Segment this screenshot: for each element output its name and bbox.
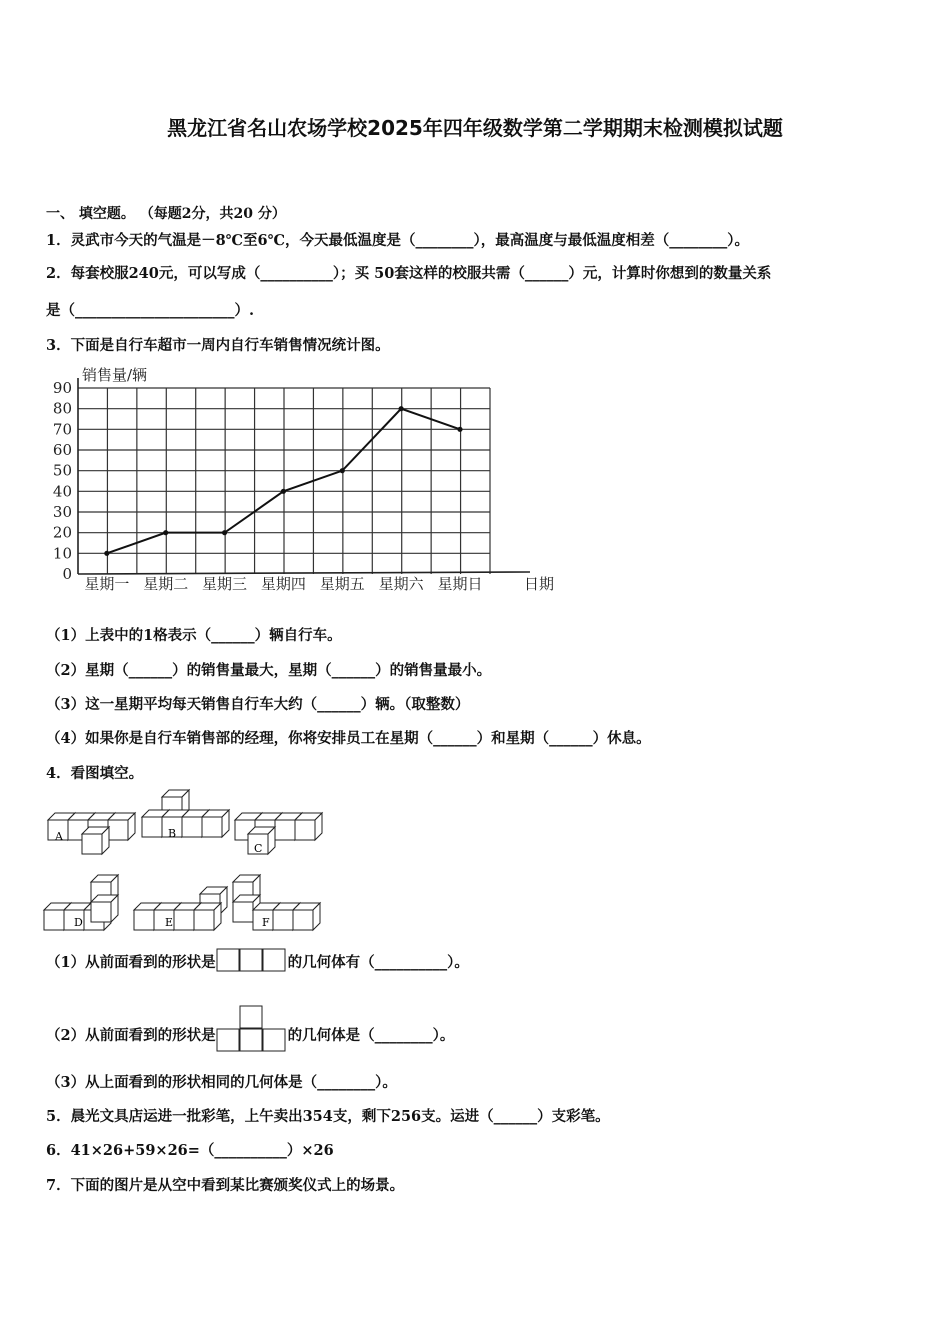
question-2-line1: 2．每套校服240元，可以写成（__________）；买 50套这样的校服共需（______）元，计算时你想到的数量关系: [46, 265, 772, 282]
question-3-part4: （4）如果你是自行车销售部的经理，你将安排员工在星期（______）和星期（______）休息。: [46, 730, 651, 747]
chart-y-label: 销售量/辆: [82, 366, 148, 384]
y-tick-label: 90: [52, 379, 72, 397]
series-point: [163, 530, 168, 535]
x-tick-label: 星期六: [378, 575, 424, 593]
chart-grid: [78, 388, 490, 574]
solid-label-a: A: [55, 830, 63, 843]
y-tick-label: 0: [62, 565, 72, 583]
question-6: 6．41×26+59×26=（__________）×26: [46, 1142, 334, 1159]
chart-x-ticks: [84, 575, 482, 593]
solid-label-f: F: [262, 916, 270, 929]
question-3-part2: （2）星期（______）的销售量最大，星期（______）的销售量最小。: [46, 662, 492, 679]
chart-y-ticks: [53, 379, 72, 583]
x-tick-label: 星期四: [260, 575, 306, 593]
x-tick-label: 星期一: [84, 575, 130, 593]
series-point: [457, 427, 462, 432]
y-tick-label: 30: [52, 503, 72, 521]
sales-line-chart: [40, 360, 580, 600]
solid-label-d: D: [74, 916, 83, 929]
solid-b: [142, 790, 229, 840]
solid-c: [235, 813, 322, 855]
x-tick-label: 星期二: [143, 575, 189, 593]
question-4-part2-lead: （2）从前面看到的形状是: [46, 1027, 216, 1044]
y-tick-label: 50: [52, 461, 72, 480]
question-1: 1．灵武市今天的气温是－8℃至6℃，今天最低温度是（________），最高温度与最低温度相差（________）。: [46, 232, 750, 249]
solid-label-b: B: [168, 827, 177, 840]
solid-e: [134, 887, 227, 930]
cube-figures: [40, 785, 340, 935]
question-4-part2-tail: 的几何体是（________）。: [287, 1027, 455, 1044]
question-4-part1-tail: 的几何体有（__________）。: [287, 953, 469, 971]
y-tick-label: 70: [52, 420, 72, 439]
solid-a: [48, 813, 135, 854]
solid-label-c: C: [254, 842, 263, 855]
series-point: [399, 406, 404, 411]
question-5: 5．晨光文具店运进一批彩笔，上午卖出354支，剩下256支。运进（______）支彩笔。: [46, 1108, 610, 1125]
solid-d: [44, 875, 118, 930]
front-view-three-squares: [216, 948, 288, 974]
question-3: 3．下面是自行车超市一周内自行车销售情况统计图。: [46, 337, 390, 354]
solid-f: [233, 875, 320, 930]
y-tick-label: 60: [52, 441, 72, 459]
series-point: [281, 489, 286, 494]
question-3-part3: （3）这一星期平均每天销售自行车大约（______）辆。（取整数）: [46, 696, 470, 713]
y-tick-label: 10: [52, 544, 72, 563]
front-view-t-shape: [216, 1005, 288, 1053]
chart-axes: [78, 378, 530, 574]
y-tick-label: 80: [52, 399, 72, 418]
question-2-line2: 是（______________________）.: [46, 302, 255, 319]
section-heading: 一、 填空题。 （每题2分，共20 分）: [46, 206, 286, 222]
chart-x-label: 日期: [524, 575, 555, 593]
x-tick-label: 星期五: [319, 575, 365, 593]
question-4-part1-lead: （1）从前面看到的形状是: [46, 953, 216, 971]
x-axis: [78, 572, 530, 574]
y-tick-label: 20: [52, 523, 72, 542]
x-tick-label: 星期三: [202, 575, 248, 593]
question-4: 4．看图填空。: [46, 765, 144, 782]
question-4-part3: （3）从上面看到的形状相同的几何体是（________）。: [46, 1074, 397, 1091]
series-point: [104, 551, 109, 556]
question-3-part1: （1）上表中的1格表示（______）辆自行车。: [46, 627, 342, 644]
page-title: 黑龙江省名山农场学校2025年四年级数学第二学期期末检测模拟试题: [167, 116, 783, 140]
question-4-part1: [46, 948, 469, 974]
solid-label-e: E: [165, 916, 174, 929]
y-tick-label: 40: [52, 482, 72, 501]
x-tick-label: 星期日: [437, 575, 483, 593]
question-7: 7．下面的图片是从空中看到某比赛颁奖仪式上的场景。: [46, 1177, 405, 1194]
question-4-part2: [46, 1005, 454, 1053]
series-point: [222, 530, 227, 535]
series-point: [340, 468, 345, 473]
